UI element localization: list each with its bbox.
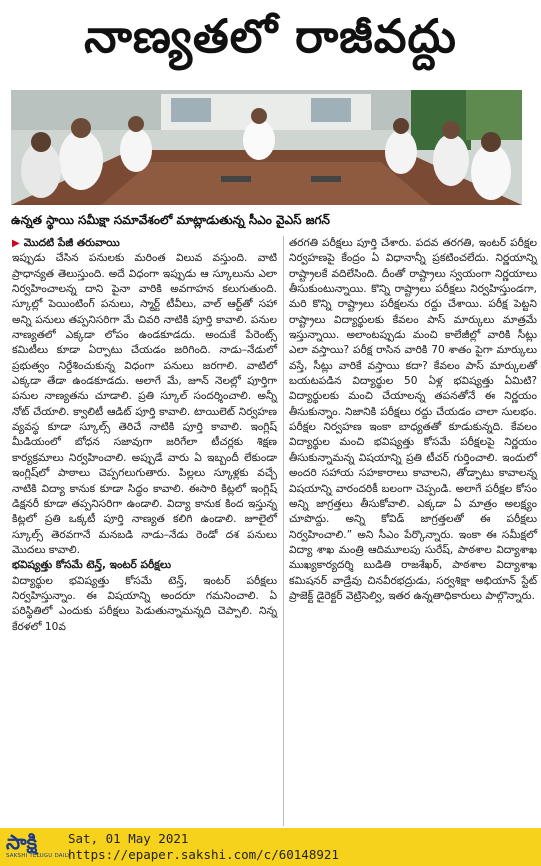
footer-meta xyxy=(68,831,339,863)
photo-caption: ఉన్నత స్థాయి సమీక్షా సమావేశంలో మాట్లాడుతున్న సీఎం వైఎస్‌ జగన్‌ xyxy=(11,213,330,227)
logo-tagline: SAKSHI TELUGU DAILY xyxy=(6,853,71,859)
sakshi-logo xyxy=(6,830,71,863)
headline: నాణ్యతలో రాజీవద్దు xyxy=(84,9,457,63)
article-left-column xyxy=(12,236,277,635)
logo-wordmark: సాక్షి xyxy=(6,830,38,854)
triangle-right-icon: ▶ xyxy=(12,238,20,249)
article-paragraph: విద్యార్థుల భవిష్యత్తు కోసమే టెన్త్‌, ఇంటర్‌ పరీక్షలు నిర్వహిస్తున్నాం. ఈ విషయాన్ని అందరూ గమనించాలి. ఏ పరిస్థితిలో ఎందుకు పరీక్షలు పెడుతున్నామన్నది చెప్పాలి. నిన్న కేరళలో 10వ xyxy=(12,574,277,633)
edition-date: Sat, 01 May 2021 xyxy=(68,831,189,846)
column-divider xyxy=(283,236,284,826)
article-paragraph: ఇప్పుడు చేసిన పనులకు మరింత విలువ వస్తుంది. వాటి ప్రాధాన్యత తెలుస్తుంది. అదే విధంగా ఇప్పుడు ఆ స్కూలును ఎలా నిర్వహించాలన్న దాని పైనా వారికి అవగాహన కలుగుతుంది. స్కూల్లో పెయింటింగ్‌ పనులు, స్మార్ట్‌ టీవీలు, వాల్‌ ఆర్ట్‌తో సహా అన్ని పనులు తప్పనిసరిగా మే చివరి నాటికి పూర్తి కావాలి. పనుల నాణ్యతలో ఎక్కడా లోపం ఉండకూడదు. అందుకే పేరెంట్స్‌ కమిటీలు కూడా ఏర్పాటు చేయడం జరిగింది. నాడు–నేడులో ప్రభుత్వం నిర్దేశించుకున్న విధంగా పనులు జరగాలి. వాటిలో ఎక్కడా తేడా ఉండకూడదు. అలాగే మే, జూన్‌ నెలల్లో పూర్తిగా పనుల నాణ్యతను చూడాలి. ప్రతి స్కూల్‌ సందర్శించాలి. అన్నీ నోట్‌ చేయాలి. క్వాలిటీ ఆడిట్‌ పూర్తి కావాలి. టాయిలెట్‌ నిర్వహణ వ్యవస్థ కూడా స్కూల్స్‌ తెరిచే నాటికి పూర్తి కావాలి. ఇంగ్లిష్‌ మీడియంలో బోధన సజావుగా జరిగేలా టీచర్లకు శిక్షణ కార్యక్రమాలు నిర్వహించాలి. అప్పుడే వారు ఏ ఇబ్బందీ లేకుండా ఇంగ్లిష్‌లో పాఠాలు చెప్పగలుగుతారు. పిల్లలు స్కూళ్లకు వచ్చే నాటికి విద్యా కానుక కూడా సిద్ధం కావాలి. ఈసారి కిట్లలో ఇంగ్లిష్‌ డిక్షనరీ కూడా తప్పనిసరిగా ఉండాలి. విద్యా కానుక కింద ఇస్తున్న కిట్లలో ప్రతి ఒక్కటీ పూర్తి నాణ్యత కలిగి ఉండాలి. జూలైలో స్కూల్స్‌ తెరవగానే మనబడి నాడు–నేడు రెండో దశ పనులు మొదలు కావాలి. xyxy=(12,252,277,556)
meeting-photo xyxy=(11,90,522,205)
epaper-url[interactable]: https://epaper.sakshi.com/c/60148921 xyxy=(68,847,339,862)
article-subheading: భవిష్యత్తు కోసమే టెన్త్‌, ఇంటర్‌ పరీక్షలు xyxy=(12,559,172,572)
continued-from-front-page xyxy=(12,236,277,251)
epaper-footer xyxy=(0,828,541,866)
article-right-column xyxy=(289,236,537,604)
article-paragraph: తరగతి పరీక్షలు పూర్తి చేశారు. పదవ తరగతి, ఇంటర్‌ పరీక్షల నిర్వహణపై కేంద్రం ఏ విధానాన్నీ ప్రకటించలేదు. నిర్ణయాన్ని రాష్ట్రాలకే వదిలేసింది. దీంతో రాష్ట్రాలు స్వయంగా నిర్ణయాలు తీసుకుంటున్నాయి. కొన్ని రాష్ట్రాలు పరీక్షలు నిర్వహిస్తుండగా, మరి కొన్ని రాష్ట్రాలు పరీక్షలను రద్దు చేశాయి. పరీక్ష పెట్టని రాష్ట్రాలు విద్యార్థులకు కేవలం పాస్‌ మార్కులు మాత్రమే ఇస్తున్నాయి. అలాంటప్పుడు మంచి కాలేజీల్లో వారికి సీట్లు ఎలా వస్తాయి? పరీక్ష రాసిన వారికి 70 శాతం పైగా మార్కులు వస్తే, సీట్లు వారికే వస్తాయి కదా? కేవలం పాస్‌ మార్కులతో బయటపడిన విద్యార్థుల 50 ఏళ్ల భవిష్యత్తు ఏమిటి? విద్యార్థులకు మంచి చేయాలన్న తపనతోనే ఈ నిర్ణయం తీసుకున్నాం. నిజానికి పరీక్షలు రద్దు చేయడం చాలా సులభం. పరీక్షల నిర్వహణ ఇంకా బాధ్యతతో కూడుకున్నది. కేవలం విద్యార్థుల మంచి భవిష్యత్తు కోసమే పరీక్షలపై నిర్ణయం తీసుకున్నామన్న విషయాన్ని ప్రతి టీచర్‌ గుర్తించాలి. ఇందులో అందరి సహాయ సహకారాలు కావాలని, తోడ్పాటు కావాలన్న విషయాన్ని వారందరికీ బలంగా చెప్పండి. అలాగే పరీక్షల కోసం అన్ని జాగ్రత్తలు తీసుకోవాలి. ఎక్కడా ఏ మాత్రం అలక్ష్యం చూపొద్దు. అన్ని కోవిడ్‌ జాగ్రత్తలతో ఈ పరీక్షలు నిర్వహించాలి.” అని సీఎం పేర్కొన్నారు. ఇంకా ఈ సమీక్షలో విద్యా శాఖ మంత్రి ఆదిమూలపు సురేష్‌, పాఠశాల విద్యాశాఖ ముఖ్యకార్యదర్శి బుడితి రాజశేఖర్‌, పాఠశాల విద్యాశాఖ కమిషనర్‌ వాడ్రేవు చినవీరభద్రుడు, సర్వశిక్షా అభియాన్‌ స్టేట్‌ ప్రాజెక్ట్‌ డైరెక్టర్‌ వెట్రిసెల్వి, ఇతర ఉన్నతాధికారులు పాల్గొన్నారు. xyxy=(289,237,537,602)
continued-label: మొదటి పేజీ తరువాయి xyxy=(23,237,120,249)
